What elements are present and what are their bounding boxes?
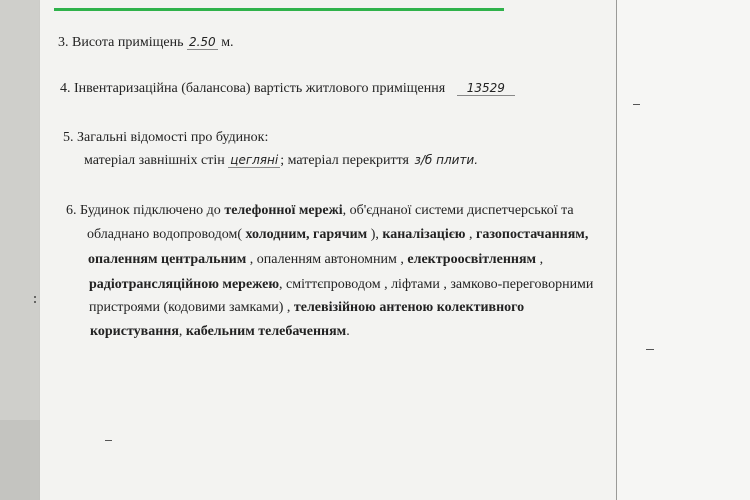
item-3-unit: м. (221, 35, 234, 50)
item-6-bold: електроосвітленням (407, 252, 537, 267)
background-left-lower (0, 420, 44, 500)
item-3-number: 3. (58, 35, 69, 50)
item-4-number: 4. (60, 81, 71, 96)
page-mark (105, 440, 112, 441)
item-6-text: , сміттєпроводом , ліфтами , замково-переговорними (279, 277, 594, 292)
page-mark (633, 104, 640, 105)
item-6-text: , (539, 252, 544, 267)
walls-value: цегляні (230, 153, 279, 167)
item-6-text: , (178, 324, 183, 339)
item-6-bold: газопостачанням, (476, 227, 589, 242)
item-5-heading (63, 129, 268, 147)
floors-value: з/б плити. (414, 153, 479, 167)
item-6-line-6 (90, 323, 350, 341)
item-6-bold: телефонної мережі (224, 203, 343, 218)
item-6-line-5 (89, 299, 524, 317)
item-6-bold: каналізацією (382, 227, 466, 242)
floors-label: ; матеріал перекриття (280, 153, 409, 168)
page-dot (34, 296, 36, 298)
adjacent-page (616, 0, 750, 500)
item-5-materials (84, 151, 480, 170)
item-6-line-4 (89, 276, 593, 294)
item-6-line-2 (87, 226, 588, 244)
item-3-label: Висота приміщень (72, 35, 184, 50)
item-6-text: пристроями (кодовими замками) , (89, 300, 291, 315)
item-6-number: 6. (66, 203, 77, 218)
item-6-bold: телевізійною антеною колективного (293, 300, 525, 315)
item-4-value: 13529 (457, 81, 515, 96)
item-6-bold: радіотрансляційною мережею (89, 277, 280, 292)
item-6-text: ), (370, 227, 379, 242)
page-mark (646, 349, 654, 350)
item-4-label: Інвентаризаційна (балансова) вартість житлового приміщення (74, 81, 446, 96)
item-6-line-3 (88, 251, 543, 269)
item-6-text: обладнано водопроводом( (87, 227, 243, 242)
item-6-text: , (469, 227, 473, 242)
page-dot (34, 301, 36, 303)
item-5-number: 5. (63, 130, 74, 145)
item-6-bold: холодним, гарячим (245, 227, 368, 242)
item-6-text: . (346, 324, 350, 339)
item-6-line-1 (66, 202, 574, 220)
item-6-bold: користування (90, 324, 179, 339)
item-3-value: 2.50 (188, 35, 216, 49)
item-3 (58, 33, 234, 52)
document-page (40, 0, 620, 500)
item-4 (60, 79, 515, 98)
item-6-bold: опаленням центральним (88, 252, 247, 267)
item-6-text: , об'єднаної системи диспетчерської та (342, 203, 574, 218)
item-6-bold: кабельним телебаченням (185, 324, 347, 339)
green-rule (54, 8, 504, 11)
item-6-text: , опаленням автономним , (249, 252, 404, 267)
walls-label: матеріал завнішніх стін (84, 153, 225, 168)
item-6-text: Будинок підключено до (80, 203, 221, 218)
item-5-heading-text: Загальні відомості про будинок: (77, 130, 269, 145)
